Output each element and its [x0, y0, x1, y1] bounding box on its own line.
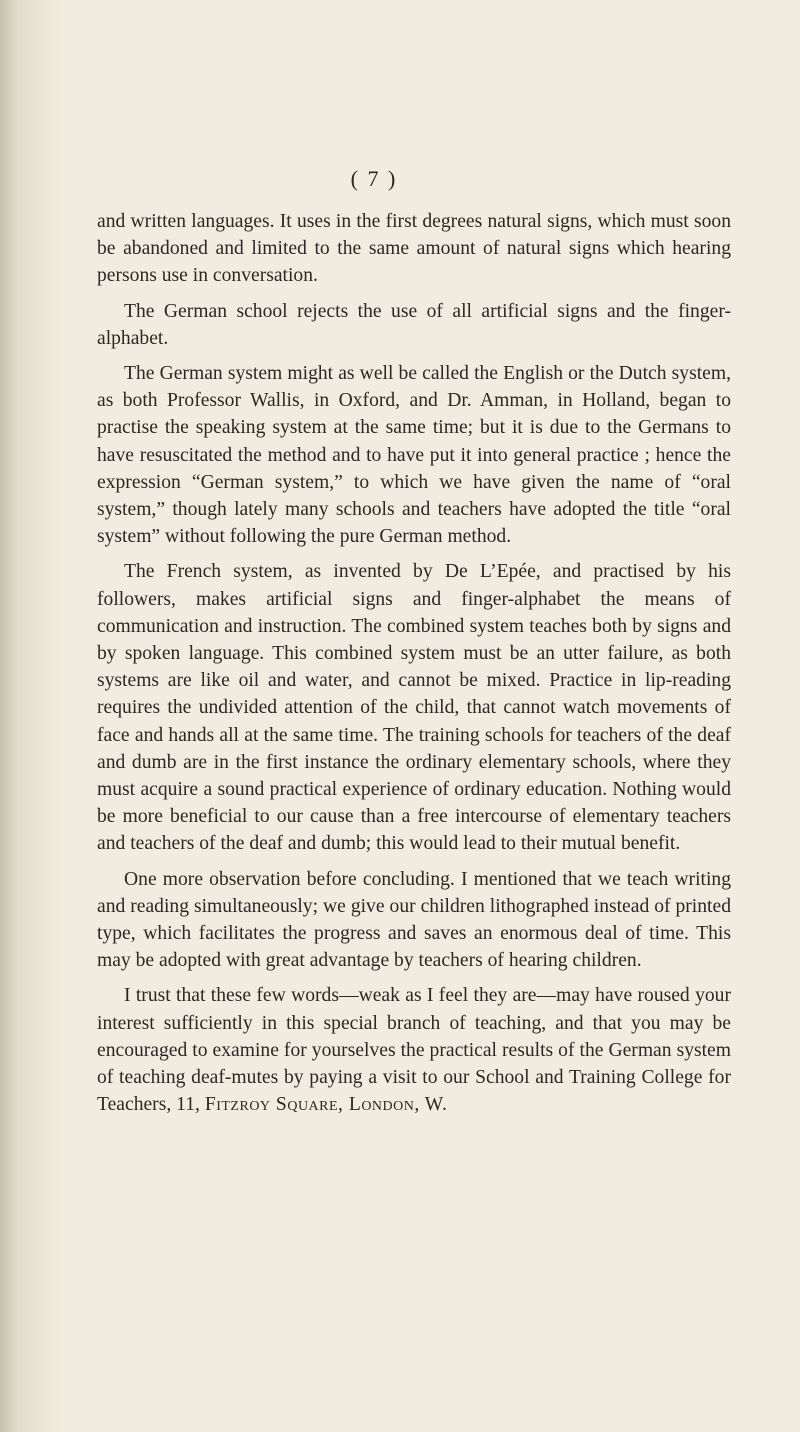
paragraph-6-text: I trust that these few words—weak as I feel they are—may have roused your interest sufficiently in this special branch of teaching, and that you may be encouraged to examine for yourselves the practical results of the German system of teaching deaf-mutes by paying a visit to our School and Training College for Teachers, 11,: [97, 985, 731, 1116]
paragraph-5: One more observation before concluding. I mentioned that we teach writing and reading simultaneously; we give our children lithographed instead of printed type, which facilitates the progress and saves an enormous deal of time. This may be adopted with great advantage by teachers of hearing children.: [97, 868, 731, 972]
page-number: ( 7 ): [350, 166, 398, 191]
paragraph-2: The German school rejects the use of all artificial signs and the finger-alphabet.: [97, 300, 731, 349]
paragraph-1: and written languages. It uses in the first degrees natural signs, which must soon be abandoned and limited to the same amount of natural signs which hearing persons use in conversation.: [97, 211, 731, 287]
body-text: [97, 208, 731, 1127]
address: Fitzroy Square, London, W.: [204, 1094, 448, 1116]
paragraph-3: The German system might as well be called the English or the Dutch system, as both Professor Wallis, in Oxford, and Dr. Amman, in Holland, began to practise the speaking system at the same time; but it is due to the Germans to have resuscitated the method and to have put it into general practice ; hence the expression “German system,” to which we have given the name of “oral system,” though lately many schools and teachers have adopted the title “oral system” without following the pure German method.: [97, 363, 731, 548]
paragraph-6: [97, 982, 731, 1118]
paragraph-4: The French system, as invented by De L’Epée, and practised by his followers, makes artificial signs and finger-alphabet the means of communication and instruction. The combined system teaches both by signs and by spoken language. This combined system must be an utter failure, as both systems are like oil and water, and cannot be mixed. Practice in lip-reading requires the undivided attention of the child, that cannot watch movements of face and hands all at the same time. The training schools for teachers of the deaf and dumb are in the first instance the ordinary elementary schools, where they must acquire a sound practical experience of ordinary education. Nothing would be more beneficial to our cause than a free intercourse of elementary teachers and teachers of the deaf and dumb; this would lead to their mutual benefit.: [97, 561, 731, 855]
